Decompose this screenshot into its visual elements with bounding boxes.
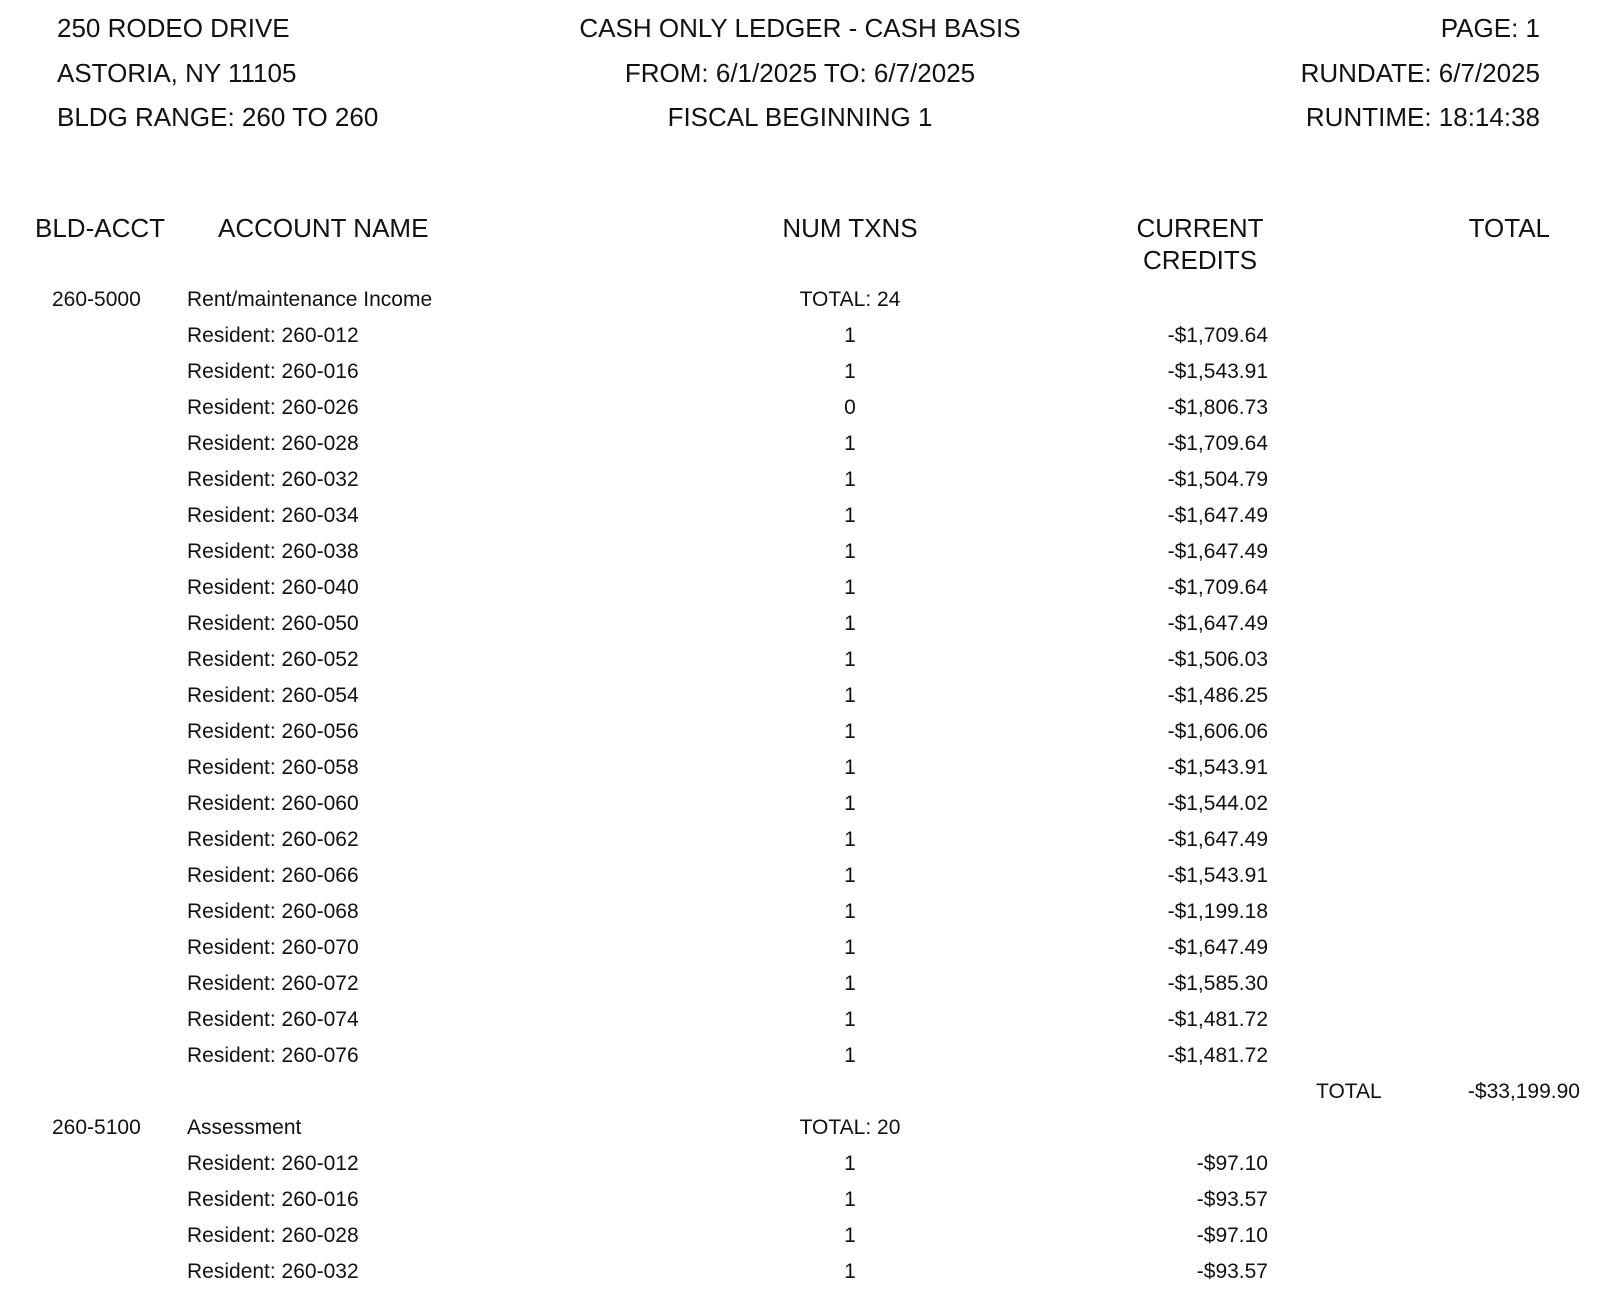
current-credit: -$1,606.06 [1167,720,1268,743]
resident-name: Resident: 260-066 [187,864,359,887]
current-credit: -$1,506.03 [1167,648,1268,671]
resident-name: Resident: 260-072 [187,972,359,995]
date-range: FROM: 6/1/2025 TO: 6/7/2025 [624,58,976,88]
column-header-bld-acct: BLD-ACCT [35,213,166,243]
table-row [0,498,1610,534]
current-credit: -$1,647.49 [1167,540,1268,563]
run-date: RUNDATE: 6/7/2025 [1300,58,1540,88]
table-row [0,1254,1610,1290]
account-total-label: TOTAL [1316,1080,1382,1103]
table-row [0,750,1610,786]
num-txns: 1 [844,432,856,455]
building-city: ASTORIA, NY 11105 [57,58,297,88]
column-header-num-txns: NUM TXNS [782,213,918,243]
building-address: 250 RODEO DRIVE [57,13,290,43]
table-row [0,858,1610,894]
column-header-total: TOTAL [1468,213,1550,243]
resident-name: Resident: 260-028 [187,1224,359,1247]
resident-name: Resident: 260-060 [187,792,359,815]
resident-name: Resident: 260-074 [187,1008,359,1031]
current-credit: -$1,481.72 [1167,1008,1268,1031]
resident-name: Resident: 260-034 [187,504,359,527]
num-txns: 1 [844,756,856,779]
page-number: PAGE: 1 [1440,13,1540,43]
num-txns: 1 [844,576,856,599]
column-header-account-name: ACCOUNT NAME [218,213,429,243]
current-credit: -$1,647.49 [1167,504,1268,527]
current-credit: -$93.57 [1196,1188,1268,1211]
current-credit: -$1,199.18 [1167,900,1268,923]
num-txns: 1 [844,540,856,563]
current-credit: -$1,709.64 [1167,324,1268,347]
num-txns: 1 [844,324,856,347]
num-txns: 1 [844,972,856,995]
report-title: CASH ONLY LEDGER - CASH BASIS [579,13,1021,43]
current-credit: -$1,647.49 [1167,936,1268,959]
resident-name: Resident: 260-054 [187,684,359,707]
current-credit: -$1,481.72 [1167,1044,1268,1067]
resident-name: Resident: 260-012 [187,1152,359,1175]
num-txns: 1 [844,468,856,491]
num-txns: 1 [844,936,856,959]
resident-name: Resident: 260-062 [187,828,359,851]
num-txns: 1 [844,1008,856,1031]
num-txns: 1 [844,504,856,527]
num-txns: 1 [844,684,856,707]
num-txns: 1 [844,648,856,671]
resident-name: Resident: 260-050 [187,612,359,635]
current-credit: -$1,647.49 [1167,612,1268,635]
num-txns: 1 [844,1152,856,1175]
run-time: RUNTIME: 18:14:38 [1305,102,1540,132]
table-row [0,1146,1610,1182]
table-row [0,354,1610,390]
account-header-row [0,282,1610,318]
current-credit: -$97.10 [1196,1224,1268,1247]
num-txns: 1 [844,360,856,383]
table-row [0,606,1610,642]
num-txns: 1 [844,720,856,743]
ledger-body [0,282,1610,1290]
table-row [0,570,1610,606]
num-txns: 1 [844,1260,856,1283]
resident-name: Resident: 260-032 [187,468,359,491]
num-txns: 1 [844,792,856,815]
current-credit: -$1,504.79 [1167,468,1268,491]
table-row [0,1182,1610,1218]
table-row [0,930,1610,966]
table-row [0,1218,1610,1254]
fiscal-beginning: FISCAL BEGINNING 1 [667,102,933,132]
num-txns: 1 [844,612,856,635]
column-header-current-credits-line1: CURRENT [1136,213,1264,243]
account-total-row [0,1074,1610,1110]
current-credit: -$97.10 [1196,1152,1268,1175]
resident-name: Resident: 260-070 [187,936,359,959]
num-txns: 1 [844,1224,856,1247]
table-row [0,894,1610,930]
building-range: BLDG RANGE: 260 TO 260 [57,102,379,132]
table-row [0,426,1610,462]
resident-name: Resident: 260-028 [187,432,359,455]
table-row [0,1002,1610,1038]
table-row [0,1038,1610,1074]
account-txn-total: TOTAL: 24 [799,288,901,311]
table-row [0,714,1610,750]
current-credit: -$1,647.49 [1167,828,1268,851]
num-txns: 1 [844,1044,856,1067]
account-name: Rent/maintenance Income [187,288,433,311]
resident-name: Resident: 260-038 [187,540,359,563]
account-total-value: -$33,199.90 [1467,1080,1580,1103]
resident-name: Resident: 260-016 [187,1188,359,1211]
resident-name: Resident: 260-076 [187,1044,359,1067]
resident-name: Resident: 260-056 [187,720,359,743]
account-name: Assessment [187,1116,302,1139]
column-header-current-credits [1050,212,1350,276]
current-credit: -$1,585.30 [1167,972,1268,995]
resident-name: Resident: 260-040 [187,576,359,599]
table-row [0,318,1610,354]
table-row [0,786,1610,822]
account-number: 260-5100 [52,1116,141,1139]
resident-name: Resident: 260-016 [187,360,359,383]
table-row [0,390,1610,426]
current-credit: -$1,544.02 [1167,792,1268,815]
current-credit: -$1,543.91 [1167,360,1268,383]
table-row [0,822,1610,858]
account-txn-total: TOTAL: 20 [799,1116,901,1139]
account-number: 260-5000 [52,288,141,311]
table-row [0,966,1610,1002]
num-txns: 1 [844,864,856,887]
current-credit: -$93.57 [1196,1260,1268,1283]
current-credit: -$1,543.91 [1167,756,1268,779]
resident-name: Resident: 260-012 [187,324,359,347]
current-credit: -$1,806.73 [1167,396,1268,419]
resident-name: Resident: 260-026 [187,396,359,419]
resident-name: Resident: 260-032 [187,1260,359,1283]
table-row [0,642,1610,678]
num-txns: 0 [844,396,856,419]
table-row [0,462,1610,498]
resident-name: Resident: 260-068 [187,900,359,923]
table-row [0,678,1610,714]
num-txns: 1 [844,900,856,923]
current-credit: -$1,543.91 [1167,864,1268,887]
resident-name: Resident: 260-052 [187,648,359,671]
table-row [0,534,1610,570]
num-txns: 1 [844,828,856,851]
account-header-row [0,1110,1610,1146]
num-txns: 1 [844,1188,856,1211]
current-credit: -$1,486.25 [1167,684,1268,707]
column-header-current-credits-line2: CREDITS [1142,245,1258,275]
current-credit: -$1,709.64 [1167,432,1268,455]
current-credit: -$1,709.64 [1167,576,1268,599]
resident-name: Resident: 260-058 [187,756,359,779]
